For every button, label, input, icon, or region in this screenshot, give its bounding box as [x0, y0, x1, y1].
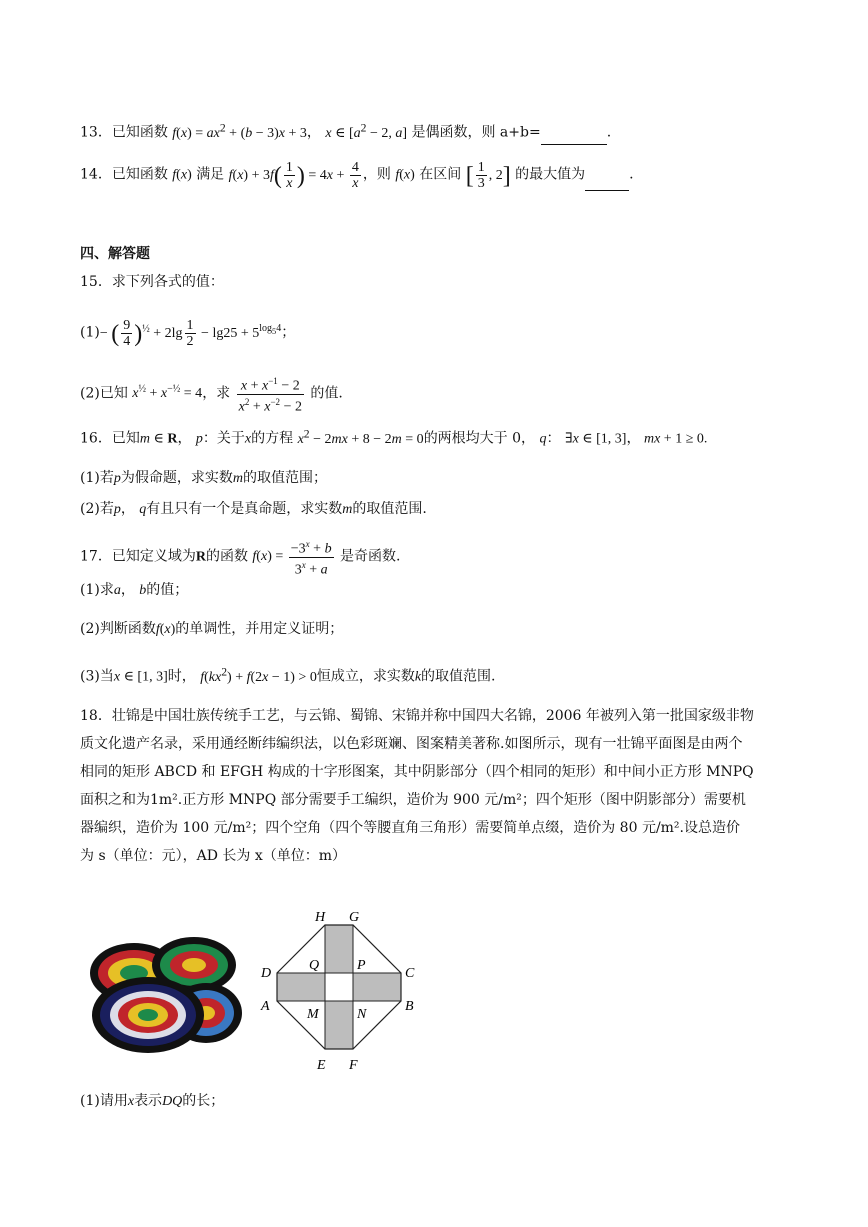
q16-part1-p: p [113, 471, 121, 486]
q16-q: q [539, 431, 547, 447]
section-heading: 四、解答题 [80, 246, 150, 262]
q16-q-label: ： [546, 430, 561, 447]
q16-p-end: 的两根均大于 0， [423, 430, 536, 447]
q15-part2-end: 的值. [310, 385, 343, 402]
question-15-part1: (1)− ( $\frac{9}{4}$ )$^{\frac{1}{2}}$ + 2lg $\frac{1}{2}$ − $\lg 25 + 5^{log_54}$； [80, 318, 296, 349]
q15-part1-expression: − ( $\frac{9}{4}$ )$^{\frac{1}{2}}$ + 2lg $\frac{1}{2}$ − $\lg 25 + 5^{log_54}$ [99, 318, 282, 349]
q17-part1-b: b [139, 583, 147, 598]
center-square [325, 973, 353, 1001]
question-17-part3 [80, 661, 496, 689]
q17-part2-label: (2)判断函数 [80, 621, 156, 637]
q14-fx-2: f(x) [395, 167, 415, 183]
question-15-head: 15．求下列各式的值： [80, 274, 224, 290]
q17-part3-mid: 时， [167, 668, 196, 685]
q18-part1-x: x [127, 1094, 135, 1109]
question-17 [80, 537, 400, 577]
question-13: 13．已知函数 $f(x) = ax^2 + (b - 3)x + 3$， x ∈ [$a^2 - 2$, a] 是偶函数，则 a+b= . [80, 117, 611, 145]
question-15-part2 [80, 374, 343, 414]
q15-part2-fraction: $\frac{x + x^{-1} - 2}{x^2 + x^{-2} - 2}$ [238, 376, 302, 415]
q18-part1-mid: 表示 [134, 1093, 163, 1109]
q17-part3-end: 恒成立，求实数 [316, 668, 415, 685]
q14-fx: f(x) [172, 167, 192, 183]
q16-part2-text: 有且只有一个是真命题，求实数 [146, 501, 343, 517]
q18-line3: 相同的矩形 ABCD 和 EFGH 构成的十字形图案，其中阴影部分（四个相同的矩形）和中间小正方形 MNPQ [80, 764, 754, 780]
q16-part1-m: m [232, 471, 243, 486]
shaded-rect-bottom [325, 1001, 353, 1049]
q16-part2-label: (2)若 [80, 501, 114, 517]
question-14 [80, 160, 634, 191]
q16-equation: $x^2 - 2mx + 8 - 2m = 0$ [297, 427, 424, 447]
q15-part2-mid: ，求 [202, 385, 231, 402]
q18-line2: 质文化遗产名录，采用通经断纬编织法，以色彩斑斓、图案精美著称.如图所示，现有一壮锦平面图是由两个 [80, 736, 743, 752]
q17-r: R [195, 549, 206, 565]
q18-part1-dq: DQ [162, 1094, 183, 1109]
q13-function: $f(x) = ax^2 + (b - 3)x + 3$ [172, 121, 307, 141]
q18-line1: 18．壮锦是中国壮族传统手工艺，与云锦、蜀锦、宋锦并称中国四大名锦，2006 年被列入第一批国家级非物 [80, 708, 754, 724]
question-16-part2: (2)若p， q有且只有一个是真命题，求实数m的取值范围. [80, 501, 427, 517]
label-p: P [357, 958, 366, 973]
shaded-rect-top [325, 925, 353, 973]
q14-equation: f(x) + 3f( $\frac{1}{x}$ ) = 4x + $\frac{4}{x}$ [228, 160, 359, 191]
q16-p-mid: 的方程 [251, 430, 294, 447]
q16-part2-p: p [113, 502, 121, 517]
q17-part1-end: 的值； [146, 582, 189, 598]
q16-p-label: ：关于 [202, 430, 245, 447]
q18-part1-end: 的长； [182, 1093, 225, 1109]
q17-part2-end: 的单调性，并用定义证明； [175, 621, 344, 637]
label-f: F [349, 1058, 358, 1073]
shaded-rect-left [277, 973, 325, 1001]
question-18-part1 [80, 1090, 224, 1113]
q14-end: . [629, 166, 634, 183]
q16-x: x [244, 431, 252, 447]
q17-part3-label: (3)当 [80, 668, 114, 685]
q14-prefix: 14．已知函数 [80, 166, 168, 183]
q18-line6: 为 s（单位：元），AD 长为 x（单位：m） [80, 848, 347, 864]
q16-p: p [195, 431, 203, 447]
q13-answer-blank[interactable] [541, 130, 607, 145]
q16-q-statement: ∃x ∈ [1, 3]， mx + 1 ≥ 0. [564, 431, 708, 447]
question-16: 16．已知m ∈ R， p：关于x的方程 $x^2 - 2mx + 8 - 2m = 0$的两根均大于 0， q： ∃x ∈ [1, 3]， mx + 1 ≥ 0. [80, 427, 708, 447]
q16-part1-tail: 的取值范围； [242, 470, 327, 486]
q17-head-mid: 的函数 [205, 548, 248, 565]
question-17-part2 [80, 618, 343, 641]
q16-part1-label: (1)若 [80, 470, 114, 486]
label-b: B [405, 999, 414, 1014]
q15-part2-label: (2)已知 [80, 385, 128, 402]
q14-answer-blank[interactable] [585, 176, 629, 191]
q17-part3-k: k [414, 669, 422, 685]
q13-suffix: 是偶函数，则 a+b= [411, 124, 541, 141]
brocade-piece-front [92, 977, 204, 1053]
q17-part3-inequality: $f(kx^2) + f(2x - 1) > 0$ [200, 665, 317, 685]
q14-suffix: 的最大值为 [515, 166, 586, 183]
q18-line4: 面积之和为1m².正方形 MNPQ 部分需要手工编织，造价为 900 元/m²；四个矩形（图中阴影部分）需要机 [80, 792, 746, 808]
q16-part2-q: q [139, 502, 147, 517]
q14-mid1: 满足 [196, 166, 225, 183]
q13-end: . [606, 124, 612, 141]
label-d: D [261, 966, 272, 981]
shaded-rect-right [353, 973, 401, 1001]
label-g: G [349, 910, 360, 925]
label-c: C [405, 966, 415, 981]
q14-mid3: 在区间 [419, 166, 462, 183]
label-a: A [261, 999, 270, 1014]
q18-part1-label: (1)请用 [80, 1093, 128, 1109]
q16-part2-m: m [342, 502, 353, 517]
brocade-image [86, 935, 246, 1057]
q15-part2-condition: $x^{\frac{1}{2}} + x^{-\frac{1}{2}} = 4$ [132, 383, 203, 402]
q13-domain: x ∈ [$a^2 - 2$, a] [325, 121, 408, 141]
q16-part2-tail: 的取值范围. [352, 501, 427, 517]
q17-head: 17．已知定义域为 [80, 548, 196, 565]
label-n: N [357, 1007, 367, 1022]
question-18-paragraph [80, 702, 792, 870]
question-16-part1 [80, 467, 327, 490]
q16-intro: 16．已知 [80, 430, 140, 447]
q14-mid2: ，则 [362, 166, 391, 183]
question-17-part1: (1)求a， b的值； [80, 582, 189, 598]
q17-part1-label: (1)求 [80, 582, 114, 598]
q17-function: f(x) = $\frac{-3^x + b}{3^x + a}$ [252, 539, 332, 578]
q16-part1-text: 为假命题，求实数 [120, 470, 233, 486]
q18-line5: 器编织，造价为 100 元/m²；四个空角（四个等腰直角三角形）需要简单点缀，造价为 80 元/m².设总造价 [80, 820, 740, 836]
q14-interval: [ $\frac{1}{3}$ , 2] [465, 160, 511, 191]
label-h: H [315, 910, 326, 925]
label-e: E [317, 1058, 326, 1073]
q15-part1-label: (1) [80, 324, 100, 341]
q13-prefix: 13．已知函数 [80, 124, 168, 141]
q17-part3-tail: 的取值范围. [421, 668, 496, 685]
q16-m-in-r: m ∈ R [139, 431, 178, 447]
label-q: Q [309, 958, 320, 973]
label-m: M [307, 1007, 319, 1022]
q17-part2-fx: f(x) [155, 622, 176, 637]
q17-part1-a: a [113, 583, 121, 598]
cross-pattern-figure [255, 905, 425, 1075]
q17-part3-domain: x ∈ [1, 3] [113, 669, 168, 685]
q17-head-end: 是奇函数. [340, 548, 401, 565]
